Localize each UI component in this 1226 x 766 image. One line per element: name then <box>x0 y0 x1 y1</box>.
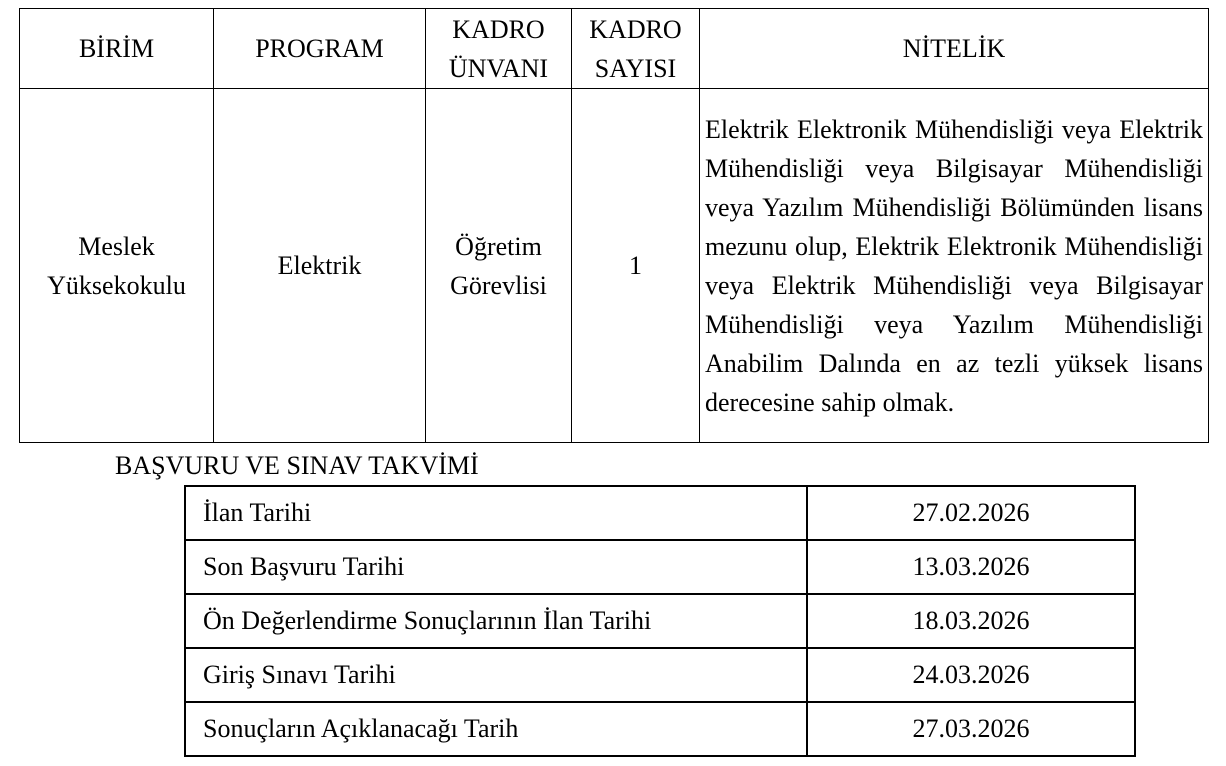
header-kadro-unvani <box>426 9 572 89</box>
calendar-date: 13.03.2026 <box>807 540 1135 594</box>
calendar-heading: BAŞVURU VE SINAV TAKVİMİ <box>115 451 479 480</box>
cell-birim <box>20 89 214 443</box>
table-row <box>185 540 1135 594</box>
cell-nitelik: Elektrik Elektronik Mühendisliği veya Elektrik Mühendisliği veya Bilgisayar Mühendisliği veya Yazılım Mühendisliği Bölümünden lisans mezunu olup, Elektrik Elektronik Mühendisliği veya Elektrik Mühendisliği veya Bilgisayar Mühendisliği veya Yazılım Mühendisliği Anabilim Dalında en az tezli yüksek lisans derecesine sahip olmak. <box>700 89 1209 443</box>
calendar-label: Ön Değerlendirme Sonuçlarının İlan Tarihi <box>185 594 807 648</box>
calendar-date: 24.03.2026 <box>807 648 1135 702</box>
table-row <box>185 594 1135 648</box>
header-nitelik: NİTELİK <box>700 9 1209 89</box>
position-table <box>19 8 1209 443</box>
calendar-label: Son Başvuru Tarihi <box>185 540 807 594</box>
table-row <box>20 89 1209 443</box>
header-birim: BİRİM <box>20 9 214 89</box>
calendar-date: 27.02.2026 <box>807 486 1135 540</box>
header-kadro-unvani-line2: ÜNVANI <box>448 53 549 83</box>
header-kadro-sayisi-line1: KADRO <box>589 14 682 44</box>
position-table-header-row <box>20 9 1209 89</box>
header-kadro-sayisi-line2: SAYISI <box>594 53 677 83</box>
header-kadro-sayisi <box>572 9 700 89</box>
cell-unvan <box>426 89 572 443</box>
cell-sayi: 1 <box>572 89 700 443</box>
cell-birim-line2: Yüksekokulu <box>47 270 186 300</box>
calendar-date: 27.03.2026 <box>807 702 1135 756</box>
cell-unvan-line1: Öğretim <box>455 231 542 261</box>
calendar-table <box>184 485 1136 757</box>
table-row <box>185 486 1135 540</box>
header-program: PROGRAM <box>214 9 426 89</box>
table-row <box>185 702 1135 756</box>
calendar-date: 18.03.2026 <box>807 594 1135 648</box>
table-row <box>185 648 1135 702</box>
cell-birim-line1: Meslek <box>78 231 155 261</box>
calendar-label: Sonuçların Açıklanacağı Tarih <box>185 702 807 756</box>
calendar-label: Giriş Sınavı Tarihi <box>185 648 807 702</box>
cell-unvan-line2: Görevlisi <box>450 270 547 300</box>
header-kadro-unvani-line1: KADRO <box>452 14 545 44</box>
cell-program: Elektrik <box>214 89 426 443</box>
calendar-label: İlan Tarihi <box>185 486 807 540</box>
